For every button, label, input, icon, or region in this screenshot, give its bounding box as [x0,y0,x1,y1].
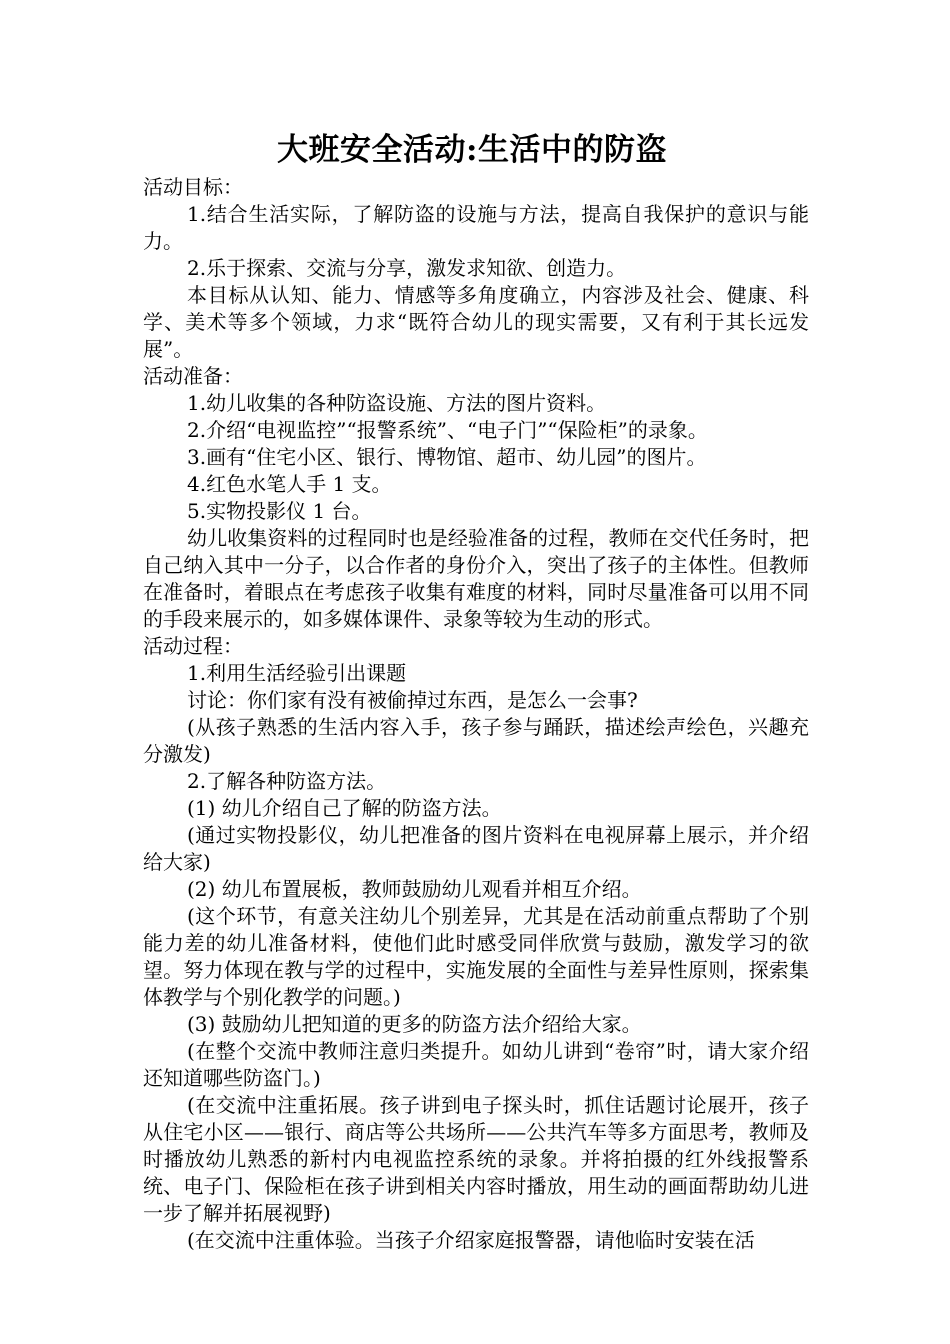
body-paragraph: 3.画有“住宅小区、银行、博物馆、超市、幼儿园”的图片。 [187,445,707,469]
body-paragraph: 幼儿收集资料的过程同时也是经验准备的过程，教师在交代任务时，把自己纳入其中一分子，以合作者的身份介入，突出了孩子的主体性。但教师在准备时，着眼点在考虑孩子收集有难度的材料，同时尽量准备可以用不同的手段来展示的，如多媒体课件、录象等较为生动的形式。 [143,526,809,631]
section-heading: 活动准备： [143,364,243,388]
section-heading: 活动过程： [143,634,243,658]
body-paragraph: (在交流中注重拓展。孩子讲到电子探头时，抓住话题讨论展开，孩子从住宅小区——银行、商店等公共场所——公共汽车等多方面思考，教师及时播放幼儿熟悉的新村内电视监控系统的录象。并将拍摄的红外线报警系统、电子门、保险柜在孩子讲到相关内容时播放，用生动的画面帮助幼儿进一步了解并拓展视野) [143,1093,809,1225]
body-paragraph: 1.结合生活实际，了解防盗的设施与方法，提高自我保护的意识与能力。 [143,202,809,253]
body-paragraph: 2.了解各种防盗方法。 [187,769,387,793]
body-paragraph: (在整个交流中教师注意归类提升。如幼儿讲到“卷帘”时，请大家介绍还知道哪些防盗门。) [143,1039,809,1090]
body-paragraph: (这个环节，有意关注幼儿个别差异，尤其是在活动前重点帮助了个别能力差的幼儿准备材料，使他们此时感受同伴欣赏与鼓励，激发学习的欲望。努力体现在教与学的过程中，实施发展的全面性与差异性原则，探索集体教学与个别化教学的问题。) [143,904,809,1009]
body-paragraph: (3) 鼓励幼儿把知道的更多的防盗方法介绍给大家。 [187,1012,642,1036]
body-paragraph: 4.红色水笔人手 1 支。 [187,472,392,496]
document-page [143,128,809,1254]
body-paragraph: 1.利用生活经验引出课题 [187,661,407,685]
body-paragraph: 讨论：你们家有没有被偷掉过东西，是怎么一会事? [187,688,638,712]
body-paragraph: 5.实物投影仪 1 台。 [187,499,372,523]
body-paragraph: (通过实物投影仪，幼儿把准备的图片资料在电视屏幕上展示，并介绍给大家) [143,823,809,874]
body-paragraph: (2) 幼儿布置展板，教师鼓励幼儿观看并相互介绍。 [187,877,642,901]
body-paragraph: 2.介绍“电视监控”“报警系统”、“电子门”“保险柜”的录象。 [187,418,708,442]
body-paragraph: 本目标从认知、能力、情感等多角度确立，内容涉及社会、健康、科学、美术等多个领域，力求“既符合幼儿的现实需要，又有利于其长远发展”。 [143,283,809,361]
section-heading: 活动目标： [143,175,243,199]
body-paragraph: (1) 幼儿介绍自己了解的防盗方法。 [187,796,502,820]
document-title: 大班安全活动:生活中的防盗 [277,132,667,168]
document-body [143,174,809,1254]
body-paragraph: (从孩子熟悉的生活内容入手，孩子参与踊跃，描述绘声绘色，兴趣充分激发) [143,715,809,766]
body-paragraph: (在交流中注重体验。当孩子介绍家庭报警器，请他临时安装在活 [187,1228,755,1252]
body-paragraph: 2.乐于探索、交流与分享，激发求知欲、创造力。 [187,256,627,280]
body-paragraph: 1.幼儿收集的各种防盗设施、方法的图片资料。 [187,391,607,415]
